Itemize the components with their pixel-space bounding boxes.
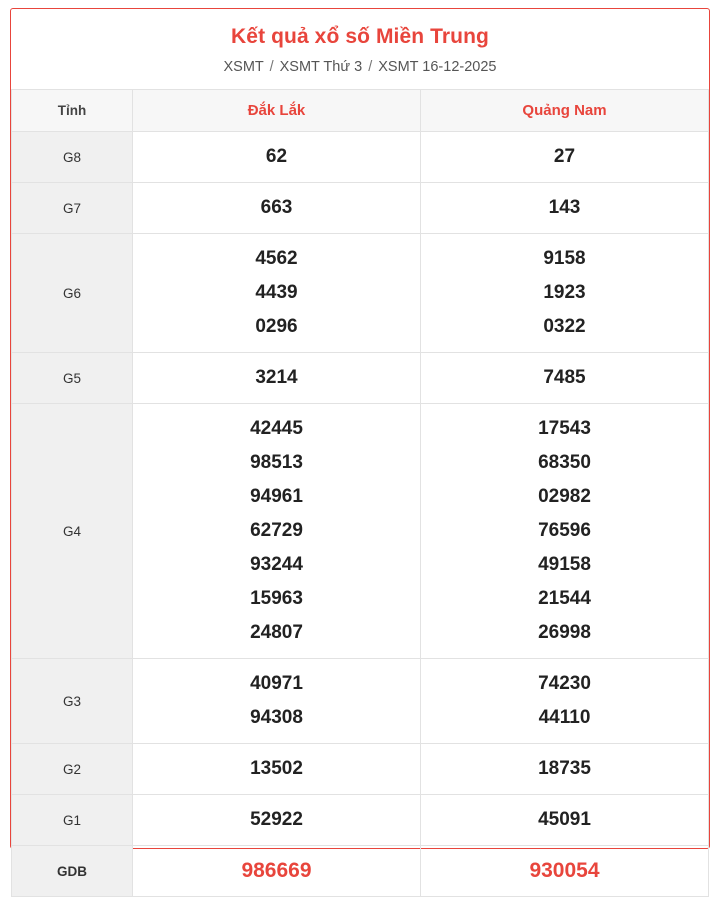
number: 3214: [255, 367, 298, 388]
table-row: [12, 846, 709, 897]
prize-numbers-quangnam: [421, 846, 709, 897]
number: 663: [260, 197, 293, 218]
number: 40971: [250, 673, 303, 694]
prize-numbers-quangnam: [421, 183, 709, 234]
prize-numbers-quangnam: [421, 795, 709, 846]
table-row: [12, 795, 709, 846]
number: 930054: [529, 859, 600, 882]
prize-numbers-daklak: [133, 183, 421, 234]
prize-label: G5: [12, 353, 133, 404]
prize-label: G4: [12, 404, 133, 659]
number: 76596: [538, 520, 591, 541]
breadcrumb-item-date[interactable]: XSMT 16-12-2025: [378, 59, 497, 75]
number: 49158: [538, 554, 591, 575]
results-table-head: [12, 90, 709, 132]
number: 98513: [250, 452, 303, 473]
number: 42445: [250, 418, 303, 439]
prize-label: GDB: [12, 846, 133, 897]
number: 27: [553, 146, 576, 167]
table-row: [12, 659, 709, 744]
breadcrumb: [11, 49, 709, 89]
number: 93244: [250, 554, 303, 575]
prize-numbers-daklak: [133, 846, 421, 897]
table-row: [12, 744, 709, 795]
number: 68350: [538, 452, 591, 473]
breadcrumb-separator-2: /: [368, 59, 373, 75]
prize-numbers-daklak: [133, 404, 421, 659]
table-row: [12, 234, 709, 353]
column-header-province: Tỉnh: [12, 90, 133, 132]
number: 26998: [538, 622, 591, 643]
number: 52922: [250, 809, 303, 830]
number: 24807: [250, 622, 303, 643]
prize-numbers-daklak: [133, 353, 421, 404]
results-table-body: [12, 132, 709, 897]
column-header-daklak: Đắk Lắk: [133, 90, 421, 132]
number: 94961: [250, 486, 303, 507]
number: 4439: [255, 282, 298, 303]
prize-numbers-quangnam: [421, 404, 709, 659]
prize-numbers-quangnam: [421, 744, 709, 795]
number: 18735: [538, 758, 591, 779]
prize-label: G6: [12, 234, 133, 353]
table-row: [12, 132, 709, 183]
prize-label: G1: [12, 795, 133, 846]
lottery-result-card: [10, 8, 710, 882]
number: 02982: [538, 486, 591, 507]
results-table: [11, 89, 709, 897]
prize-numbers-quangnam: [421, 659, 709, 744]
prize-numbers-daklak: [133, 234, 421, 353]
breadcrumb-item-xsmt[interactable]: XSMT: [223, 59, 264, 75]
number: 986669: [241, 859, 312, 882]
number: 0322: [543, 316, 586, 337]
number: 45091: [538, 809, 591, 830]
number: 9158: [543, 248, 586, 269]
prize-label: G7: [12, 183, 133, 234]
number: 15963: [250, 588, 303, 609]
prize-numbers-daklak: [133, 659, 421, 744]
column-header-quangnam: Quảng Nam: [421, 90, 709, 132]
number: 62729: [250, 520, 303, 541]
table-row: [12, 183, 709, 234]
number: 62: [265, 146, 288, 167]
number: 143: [548, 197, 581, 218]
table-row: [12, 404, 709, 659]
prize-numbers-quangnam: [421, 132, 709, 183]
number: 74230: [538, 673, 591, 694]
number: 17543: [538, 418, 591, 439]
table-header-row: [12, 90, 709, 132]
number: 7485: [543, 367, 586, 388]
number: 1923: [543, 282, 586, 303]
number: 13502: [250, 758, 303, 779]
prize-numbers-quangnam: [421, 234, 709, 353]
number: 44110: [538, 707, 591, 728]
table-row: [12, 353, 709, 404]
number: 4562: [255, 248, 298, 269]
breadcrumb-separator-1: /: [269, 59, 274, 75]
number: 21544: [538, 588, 591, 609]
prize-numbers-quangnam: [421, 353, 709, 404]
prize-label: G2: [12, 744, 133, 795]
number: 94308: [250, 707, 303, 728]
prize-numbers-daklak: [133, 795, 421, 846]
breadcrumb-item-weekday[interactable]: XSMT Thứ 3: [279, 59, 363, 75]
prize-numbers-daklak: [133, 744, 421, 795]
prize-label: G8: [12, 132, 133, 183]
prize-numbers-daklak: [133, 132, 421, 183]
page-title: Kết quả xổ số Miền Trung: [231, 25, 489, 48]
number: 0296: [255, 316, 298, 337]
prize-label: G3: [12, 659, 133, 744]
